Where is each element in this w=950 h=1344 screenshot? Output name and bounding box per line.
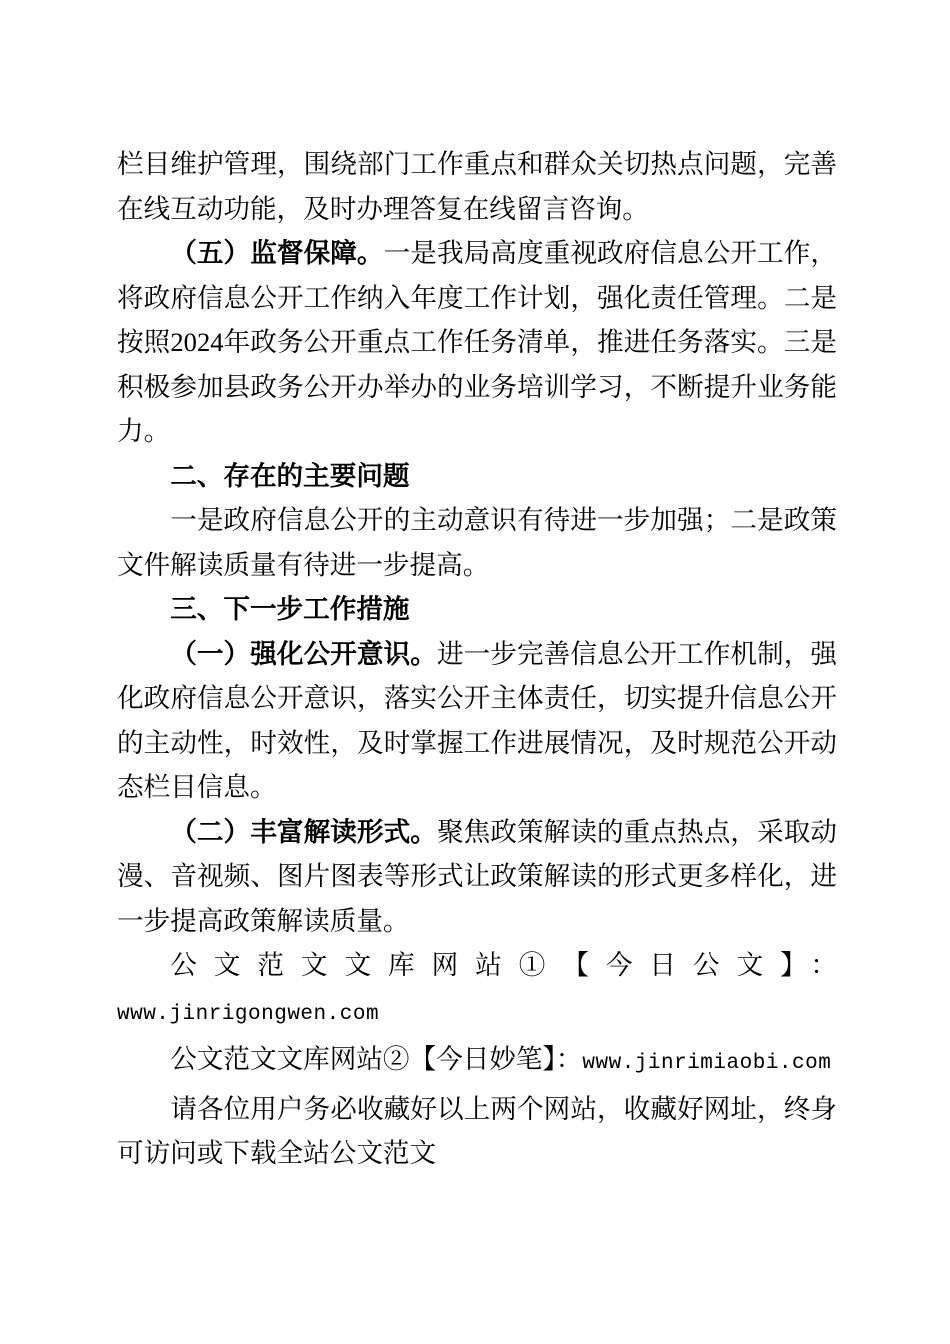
heading-next-steps: 三、下一步工作措施 [170,594,410,624]
paragraph-problems: 一是政府信息公开的主动意识有待进一步加强；二是政策文件解读质量有待进一步提高。 [117,505,837,580]
paragraph-supervision [117,231,837,454]
site-url-jinrimiaobi: www.jinrimiaobi.com [582,1052,832,1075]
paragraph-lead-awareness: （一）强化公开意识。 [170,638,437,669]
paragraph-lead-interpretation: （二）丰富解读形式。 [170,816,437,847]
site-reference-1-label: 公文范文文库网站①【今日公文】： [170,950,837,980]
paragraph-continuation: 栏目维护管理，围绕部门工作重点和群众关切热点问题，完善在线互动功能，及时办理答复在线留言咨询。 [117,149,837,224]
site-reference-2-label: 公文范文文库网站②【今日妙笔】： [170,1044,583,1074]
document-body [117,142,837,1176]
paragraph-text-supervision: 一是我局高度重视政府信息公开工作，将政府信息公开工作纳入年度工作计划，强化责任管理。二是按照2024年政务公开重点工作任务清单，推进任务落实。三是积极参加县政务公开办举办的业务培训学习，不断提升业务能力。 [117,238,837,446]
site-reference-1-url-line [117,988,837,1038]
paragraph-lead-supervision: （五）监督保障。 [170,238,384,268]
site-url-jinrigongwen: www.jinrigongwen.com [117,1002,380,1026]
site-reference-2 [117,1037,837,1087]
paragraph-awareness [117,632,837,810]
paragraph-bookmark-notice: 请各位用户务必收藏好以上两个网站，收藏好网址，终身可访问或下载全站公文范文 [117,1093,837,1168]
paragraph-interpretation [117,810,837,944]
heading-main-problems: 二、存在的主要问题 [170,460,410,491]
paragraph-text-awareness: 进一步完善信息公开工作机制，强化政府信息公开意识，落实公开主体责任，切实提升信息公开的主动性，时效性，及时掌握工作进展情况，及时规范公开动态栏目信息。 [117,638,838,802]
paragraph-text-interpretation: 聚焦政策解读的重点热点，采取动漫、音视频、图片图表等形式让政策解读的形式更多样化，进一步提高政策解读质量。 [117,816,838,936]
